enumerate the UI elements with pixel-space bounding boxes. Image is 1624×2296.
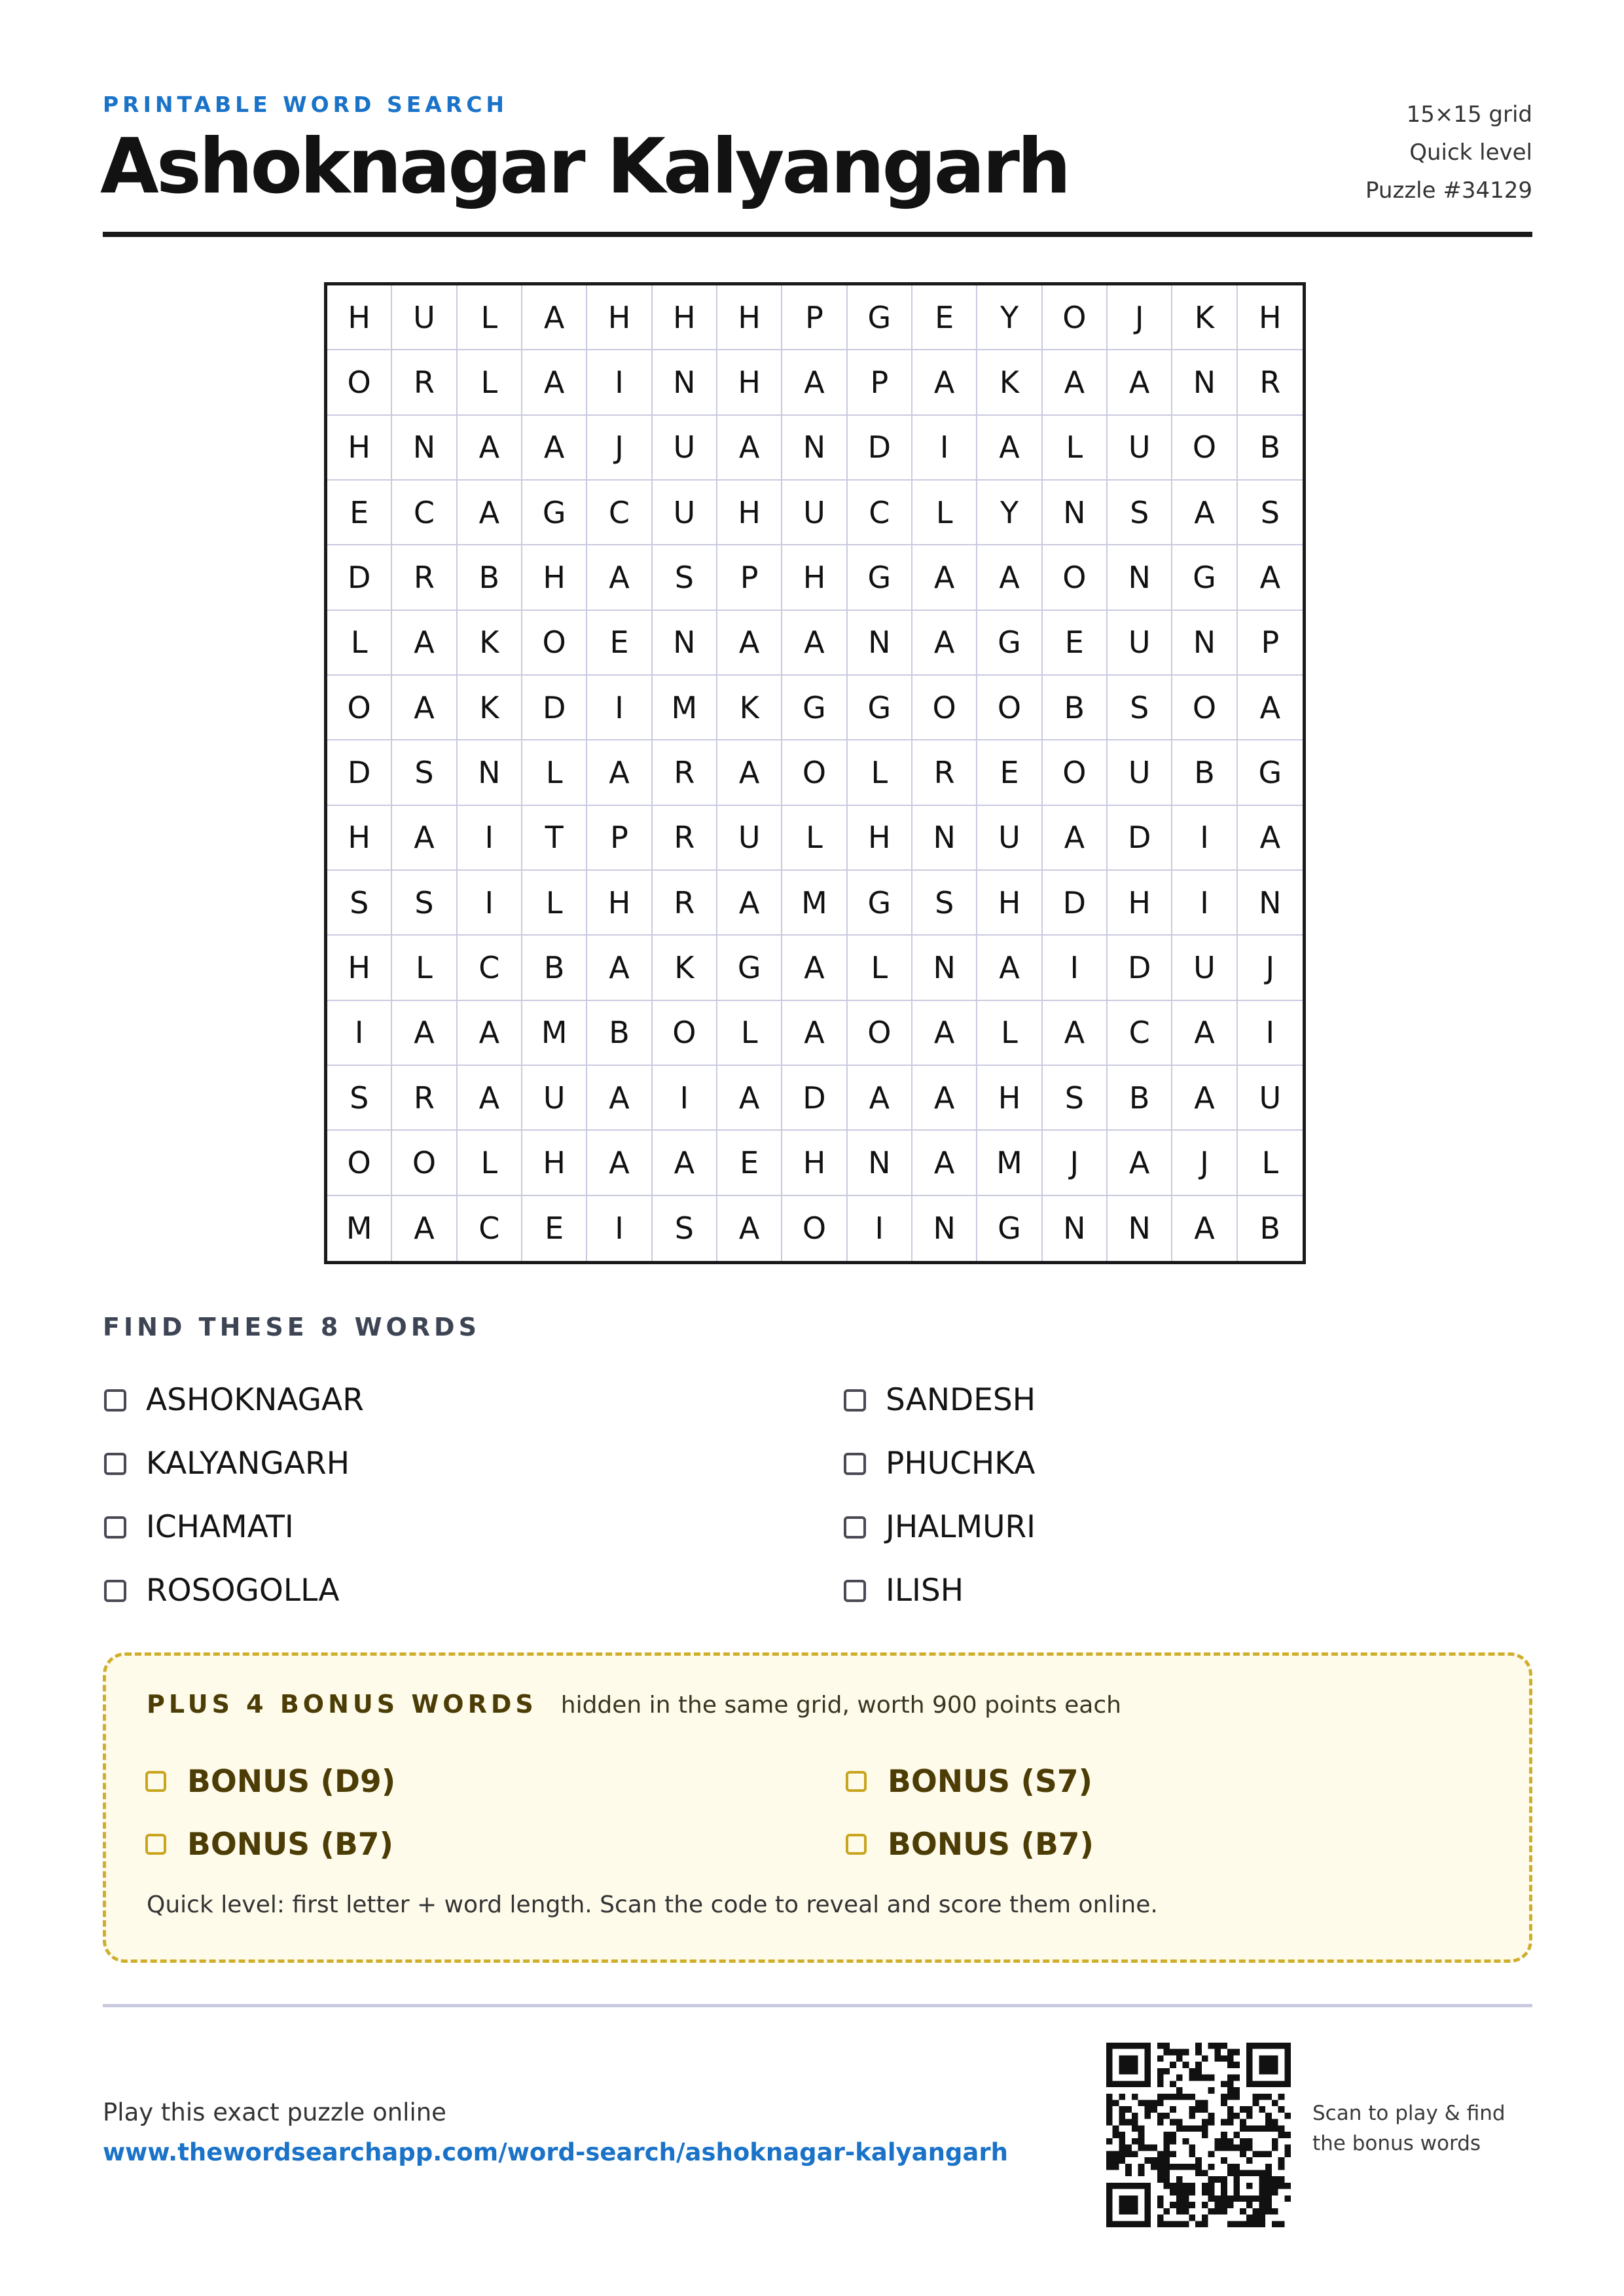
grid-cell[interactable]: H (782, 545, 847, 610)
word-item[interactable] (842, 1495, 1497, 1559)
grid-cell[interactable]: O (327, 1131, 392, 1195)
grid-cell[interactable]: A (1172, 1066, 1237, 1131)
grid-cell[interactable]: N (653, 611, 717, 676)
grid-cell[interactable]: O (782, 1196, 847, 1261)
grid-cell[interactable]: B (458, 545, 522, 610)
footer-divider (103, 2004, 1532, 2007)
grid-cell[interactable]: I (912, 416, 977, 481)
grid-cell[interactable]: D (1043, 871, 1108, 936)
bonus-word-label: BONUS (B7) (888, 1826, 1094, 1863)
grid-cell[interactable]: A (977, 545, 1042, 610)
grid-cell[interactable]: N (1172, 350, 1237, 415)
grid-cell[interactable]: U (653, 481, 717, 545)
grid-cell[interactable]: S (653, 545, 717, 610)
checkbox-icon[interactable] (104, 1453, 126, 1475)
grid-cell[interactable]: A (587, 545, 652, 610)
grid-cell[interactable]: A (458, 1066, 522, 1131)
bonus-panel (103, 1652, 1532, 1963)
puzzle-meta (1365, 96, 1532, 210)
grid-cell[interactable]: E (977, 740, 1042, 805)
grid-cell[interactable]: B (1108, 1066, 1172, 1131)
grid-cell[interactable]: O (1172, 676, 1237, 740)
grid-cell[interactable]: A (848, 1066, 912, 1131)
grid-cell[interactable]: C (458, 936, 522, 1000)
word-label: PHUCHKA (886, 1446, 1036, 1482)
grid-cell[interactable]: O (327, 676, 392, 740)
grid-cell[interactable]: N (1172, 611, 1237, 676)
grid-cell[interactable]: A (1238, 545, 1303, 610)
grid-cell[interactable]: E (717, 1131, 782, 1195)
grid-cell[interactable]: A (587, 936, 652, 1000)
grid-cell[interactable]: O (912, 676, 977, 740)
bonus-word-item[interactable] (846, 1750, 1481, 1813)
grid-cell[interactable]: I (458, 806, 522, 871)
grid-cell[interactable]: A (782, 611, 847, 676)
grid-cell[interactable]: E (587, 611, 652, 676)
grid-cell[interactable]: A (1043, 1001, 1108, 1066)
grid-cell[interactable]: A (717, 1196, 782, 1261)
grid-cell[interactable]: A (717, 740, 782, 805)
grid-cell[interactable]: H (977, 1066, 1042, 1131)
grid-cell[interactable]: A (392, 1001, 457, 1066)
grid-cell[interactable]: A (1172, 1001, 1237, 1066)
grid-cell[interactable]: K (1172, 285, 1237, 350)
grid-cell[interactable]: G (717, 936, 782, 1000)
grid-cell[interactable]: S (327, 871, 392, 936)
grid-cell[interactable]: L (912, 481, 977, 545)
grid-cell[interactable]: J (1172, 1131, 1237, 1195)
grid-cell[interactable]: E (1043, 611, 1108, 676)
checkbox-icon[interactable] (844, 1453, 866, 1475)
grid-cell[interactable]: L (327, 611, 392, 676)
grid-cell[interactable]: D (848, 416, 912, 481)
grid-cell[interactable]: P (717, 545, 782, 610)
grid-cell[interactable]: B (1259, 1211, 1281, 1247)
grid-cell[interactable]: C (458, 1196, 522, 1261)
grid-cell[interactable]: A (587, 740, 652, 805)
grid-cell[interactable]: K (458, 611, 522, 676)
grid-cell[interactable]: A (912, 350, 977, 415)
grid-cell[interactable]: A (1238, 806, 1303, 871)
grid-cell[interactable]: A (653, 1131, 717, 1195)
grid-cell[interactable]: N (1043, 481, 1108, 545)
grid-cell[interactable]: H (327, 416, 392, 481)
scan-caption (1312, 2098, 1506, 2159)
grid-size-label: 15×15 grid (1406, 101, 1532, 128)
grid-cell[interactable]: L (782, 806, 847, 871)
grid-cell[interactable]: A (1238, 676, 1303, 740)
grid-cell[interactable]: D (522, 676, 587, 740)
word-item[interactable] (103, 1432, 842, 1495)
grid-cell[interactable]: S (392, 871, 457, 936)
grid-cell[interactable]: A (522, 416, 587, 481)
grid-cell[interactable]: U (1108, 740, 1172, 805)
grid-cell[interactable]: A (912, 1131, 977, 1195)
grid-cell[interactable]: G (1172, 545, 1237, 610)
grid-cell[interactable]: N (848, 611, 912, 676)
page-title: Ashoknagar Kalyangarh (100, 122, 1069, 211)
checkbox-icon[interactable] (145, 1834, 166, 1855)
grid-cell[interactable]: T (522, 806, 587, 871)
checkbox-icon[interactable] (844, 1389, 866, 1412)
grid-cell[interactable]: K (653, 936, 717, 1000)
grid-cell[interactable]: B (1172, 740, 1237, 805)
grid-cell[interactable]: A (1043, 806, 1108, 871)
grid-cell[interactable]: H (327, 936, 392, 1000)
grid-cell[interactable]: A (912, 1066, 977, 1131)
grid-cell[interactable]: U (392, 285, 457, 350)
bonus-word-label: BONUS (D9) (187, 1763, 396, 1800)
scan-caption-line: Scan to play & find (1312, 2102, 1506, 2125)
header-divider (103, 232, 1532, 237)
grid-cell[interactable]: A (717, 611, 782, 676)
grid-cell[interactable]: O (848, 1001, 912, 1066)
grid-cell[interactable]: A (912, 545, 977, 610)
grid-cell[interactable]: H (1238, 285, 1303, 350)
grid-cell[interactable]: G (522, 481, 587, 545)
word-item[interactable] (103, 1368, 842, 1432)
grid-cell[interactable]: L (717, 1001, 782, 1066)
grid-cell[interactable]: U (977, 806, 1042, 871)
grid-cell[interactable]: L (1043, 416, 1108, 481)
grid-cell[interactable]: A (392, 806, 457, 871)
checkbox-icon[interactable] (104, 1516, 126, 1539)
play-online-text: Play this exact puzzle online (103, 2098, 446, 2126)
grid-cell[interactable]: H (782, 1131, 847, 1195)
grid-cell[interactable]: J (1108, 285, 1172, 350)
page-kicker: PRINTABLE WORD SEARCH (103, 92, 509, 117)
grid-cell[interactable]: S (1043, 1066, 1108, 1131)
grid-cell[interactable]: G (848, 545, 912, 610)
grid-cell[interactable]: J (587, 416, 652, 481)
grid-cell[interactable]: S (392, 740, 457, 805)
grid-cell[interactable]: J (1043, 1131, 1108, 1195)
grid-cell[interactable]: S (912, 871, 977, 936)
word-item[interactable] (842, 1559, 1497, 1622)
grid-cell[interactable]: D (327, 740, 392, 805)
grid-cell[interactable]: A (587, 1131, 652, 1195)
puzzle-url-link[interactable]: www.thewordsearchapp.com/word-search/ashoknagar-kalyangarh (103, 2138, 1008, 2166)
bonus-word-item[interactable] (846, 1813, 1481, 1876)
grid-cell[interactable]: U (653, 416, 717, 481)
grid-cell[interactable]: L (977, 1001, 1042, 1066)
grid-cell[interactable]: A (1172, 481, 1237, 545)
grid-cell[interactable]: S (327, 1066, 392, 1131)
grid-cell[interactable]: C (587, 481, 652, 545)
grid-cell[interactable]: O (653, 1001, 717, 1066)
grid-cell[interactable]: D (327, 545, 392, 610)
grid-cell[interactable]: O (1043, 545, 1108, 610)
grid-cell[interactable]: R (653, 806, 717, 871)
checkbox-icon[interactable] (145, 1771, 166, 1792)
grid-cell[interactable]: A (1108, 350, 1172, 415)
word-label: ASHOKNAGAR (146, 1382, 364, 1418)
word-label: ILISH (886, 1573, 964, 1609)
grid-cell[interactable]: D (782, 1066, 847, 1131)
word-label: KALYANGARH (146, 1446, 350, 1482)
bonus-word-label: BONUS (B7) (187, 1826, 393, 1863)
grid-cell[interactable]: N (912, 806, 977, 871)
checkbox-icon[interactable] (104, 1580, 126, 1602)
word-label: JHALMURI (886, 1509, 1036, 1545)
grid-cell[interactable]: M (327, 1196, 392, 1261)
grid-cell[interactable]: N (1108, 545, 1172, 610)
grid-cell[interactable]: R (1238, 350, 1303, 415)
grid-cell[interactable]: G (1238, 740, 1303, 805)
grid-cell[interactable]: N (848, 1131, 912, 1195)
level-label: Quick level (1409, 139, 1532, 166)
checkbox-icon[interactable] (844, 1516, 866, 1539)
grid-cell[interactable]: R (653, 740, 717, 805)
grid-cell[interactable]: O (1043, 740, 1108, 805)
grid-cell[interactable]: A (717, 871, 782, 936)
grid-cell[interactable]: A (912, 611, 977, 676)
grid-cell[interactable]: A (782, 1001, 847, 1066)
bonus-word-list (145, 1750, 1481, 1876)
grid-cell[interactable]: A (1172, 1196, 1237, 1261)
grid-cell[interactable]: M (782, 871, 847, 936)
grid-cell[interactable]: U (1172, 936, 1237, 1000)
word-item[interactable] (103, 1495, 842, 1559)
grid-cell[interactable]: A (458, 481, 522, 545)
grid-cell[interactable]: N (392, 416, 457, 481)
word-label: ICHAMATI (146, 1509, 294, 1545)
scan-caption-line: the bonus words (1312, 2132, 1481, 2155)
grid-cell[interactable]: R (912, 740, 977, 805)
grid-cell[interactable]: H (848, 806, 912, 871)
grid-cell[interactable]: C (848, 481, 912, 545)
grid-cell[interactable]: U (717, 806, 782, 871)
grid-cell[interactable]: I (458, 871, 522, 936)
word-item[interactable] (103, 1559, 842, 1622)
grid-cell[interactable]: K (717, 676, 782, 740)
grid-cell[interactable]: O (782, 740, 847, 805)
grid-cell[interactable]: U (1108, 416, 1172, 481)
word-list-heading: FIND THESE 8 WORDS (103, 1313, 480, 1341)
grid-cell[interactable]: O (977, 676, 1042, 740)
grid-cell[interactable]: N (1043, 1196, 1108, 1261)
grid-cell[interactable]: D (1108, 936, 1172, 1000)
qr-code-icon[interactable] (1106, 2043, 1291, 2227)
grid-cell[interactable]: E (522, 1196, 587, 1261)
grid-cell[interactable]: L (1238, 1131, 1303, 1195)
grid-cell[interactable]: A (587, 1066, 652, 1131)
grid-cell[interactable]: I (848, 1196, 912, 1261)
grid-cell[interactable]: G (977, 611, 1042, 676)
grid-cell[interactable]: H (653, 285, 717, 350)
grid-cell[interactable]: O (1043, 285, 1108, 350)
grid-cell[interactable]: P (782, 285, 847, 350)
grid-cell[interactable]: G (848, 285, 912, 350)
grid-cell[interactable]: C (1108, 1001, 1172, 1066)
checkbox-icon[interactable] (846, 1771, 867, 1792)
grid-cell[interactable]: H (327, 806, 392, 871)
grid-cell[interactable]: L (458, 285, 522, 350)
bonus-title: PLUS 4 BONUS WORDS (147, 1690, 537, 1719)
checkbox-icon[interactable] (844, 1580, 866, 1602)
grid-cell[interactable]: I (587, 1196, 652, 1261)
grid-cell[interactable]: G (848, 871, 912, 936)
grid-cell[interactable]: C (392, 481, 457, 545)
grid-cell[interactable]: I (587, 676, 652, 740)
grid-cell[interactable]: S (1108, 676, 1172, 740)
grid-cell[interactable]: A (392, 1196, 457, 1261)
grid-cell[interactable]: L (848, 936, 912, 1000)
grid-cell[interactable]: H (587, 871, 652, 936)
grid-cell[interactable]: K (977, 350, 1042, 415)
grid-cell[interactable]: A (1043, 350, 1108, 415)
grid-cell[interactable]: O (1172, 416, 1237, 481)
grid-cell[interactable]: B (587, 1001, 652, 1066)
grid-cell[interactable]: A (458, 1001, 522, 1066)
grid-cell[interactable]: P (587, 806, 652, 871)
grid-cell[interactable]: H (327, 285, 392, 350)
grid-cell[interactable]: L (458, 350, 522, 415)
word-label: SANDESH (886, 1382, 1036, 1418)
grid-cell[interactable]: L (522, 871, 587, 936)
grid-cell[interactable]: R (653, 871, 717, 936)
grid-cell[interactable]: K (458, 676, 522, 740)
bonus-word-item[interactable] (145, 1750, 846, 1813)
grid-cell[interactable]: N (1238, 871, 1303, 936)
grid-cell[interactable]: A (912, 1001, 977, 1066)
grid-cell[interactable]: O (392, 1131, 457, 1195)
bonus-note: Quick level: first letter + word length. Scan the code to reveal and score them online. (147, 1891, 1158, 1918)
grid-cell[interactable]: L (392, 936, 457, 1000)
grid-cell[interactable]: B (1043, 676, 1108, 740)
word-item[interactable] (842, 1432, 1497, 1495)
grid-cell[interactable]: A (522, 285, 587, 350)
grid-cell[interactable]: A (458, 416, 522, 481)
grid-cell[interactable]: H (522, 1131, 587, 1195)
grid-cell[interactable]: G (977, 1196, 1042, 1261)
checkbox-icon[interactable] (846, 1834, 867, 1855)
checkbox-icon[interactable] (104, 1389, 126, 1412)
grid-cell[interactable]: N (912, 936, 977, 1000)
word-label: ROSOGOLLA (146, 1573, 340, 1609)
grid-cell[interactable]: A (717, 1066, 782, 1131)
puzzle-number-label: Puzzle #34129 (1365, 177, 1532, 204)
grid-cell[interactable]: I (1238, 1001, 1303, 1066)
grid-cell[interactable]: A (782, 936, 847, 1000)
grid-cell[interactable]: U (522, 1066, 587, 1131)
grid-cell[interactable]: E (912, 285, 977, 350)
grid-cell[interactable]: A (782, 350, 847, 415)
grid-cell[interactable]: A (977, 936, 1042, 1000)
grid-cell[interactable]: N (782, 416, 847, 481)
grid-cell[interactable]: G (782, 676, 847, 740)
grid-cell[interactable]: Y (977, 285, 1042, 350)
grid-cell[interactable]: N (912, 1196, 977, 1261)
grid-cell[interactable]: P (848, 350, 912, 415)
word-list (103, 1368, 1497, 1622)
grid-cell[interactable]: O (327, 350, 392, 415)
grid-cell[interactable]: R (392, 350, 457, 415)
bonus-word-label: BONUS (S7) (888, 1763, 1093, 1800)
grid-cell[interactable]: N (458, 740, 522, 805)
grid-cell[interactable]: A (977, 416, 1042, 481)
grid-cell[interactable]: I (1172, 806, 1237, 871)
grid-cell[interactable]: L (848, 740, 912, 805)
grid-cell[interactable]: S (1108, 481, 1172, 545)
grid-cell[interactable]: R (392, 1066, 457, 1131)
grid-cell[interactable]: M (522, 1001, 587, 1066)
grid-cell[interactable]: A (717, 416, 782, 481)
grid-cell[interactable]: U (1238, 1066, 1303, 1131)
grid-cell[interactable]: D (1108, 806, 1172, 871)
grid-cell[interactable]: S (653, 1196, 717, 1261)
grid-cell[interactable]: H (587, 285, 652, 350)
bonus-word-item[interactable] (145, 1813, 846, 1876)
grid-cell[interactable]: I (327, 1001, 392, 1066)
grid-cell[interactable]: A (522, 350, 587, 415)
grid-cell[interactable]: N (653, 350, 717, 415)
grid-cell[interactable]: A (392, 611, 457, 676)
grid-cell[interactable]: R (392, 545, 457, 610)
grid-cell[interactable]: N (1108, 1196, 1172, 1261)
grid-cell[interactable]: A (392, 676, 457, 740)
grid-cell[interactable]: J (1238, 936, 1303, 1000)
grid-cell[interactable]: G (848, 676, 912, 740)
grid-cell[interactable]: P (1238, 611, 1303, 676)
grid-cell[interactable]: I (1043, 936, 1108, 1000)
grid-cell[interactable]: B (522, 936, 587, 1000)
grid-cell[interactable]: H (717, 285, 782, 350)
bonus-header (147, 1690, 1121, 1719)
letter-grid[interactable] (324, 282, 1306, 1264)
grid-cell[interactable]: L (522, 740, 587, 805)
grid-cell[interactable]: I (1172, 871, 1237, 936)
grid-cell[interactable]: Y (977, 481, 1042, 545)
grid-cell[interactable]: M (653, 676, 717, 740)
grid-cell[interactable]: U (1108, 611, 1172, 676)
bonus-subtitle: hidden in the same grid, worth 900 points each (560, 1692, 1121, 1719)
grid-cell[interactable]: I (587, 350, 652, 415)
grid-cell[interactable]: M (977, 1131, 1042, 1195)
grid-cell[interactable]: H (717, 481, 782, 545)
word-item[interactable] (842, 1368, 1497, 1432)
grid-cell[interactable]: U (782, 481, 847, 545)
grid-cell[interactable]: A (1108, 1131, 1172, 1195)
grid-cell[interactable]: S (1238, 481, 1303, 545)
grid-cell[interactable]: H (1108, 871, 1172, 936)
grid-cell[interactable]: E (327, 481, 392, 545)
grid-cell[interactable]: B (1238, 416, 1303, 481)
grid-cell[interactable]: O (522, 611, 587, 676)
grid-cell[interactable]: I (653, 1066, 717, 1131)
grid-cell[interactable]: H (977, 871, 1042, 936)
grid-cell[interactable]: L (458, 1131, 522, 1195)
grid-cell[interactable]: H (717, 350, 782, 415)
grid-cell[interactable]: H (522, 545, 587, 610)
